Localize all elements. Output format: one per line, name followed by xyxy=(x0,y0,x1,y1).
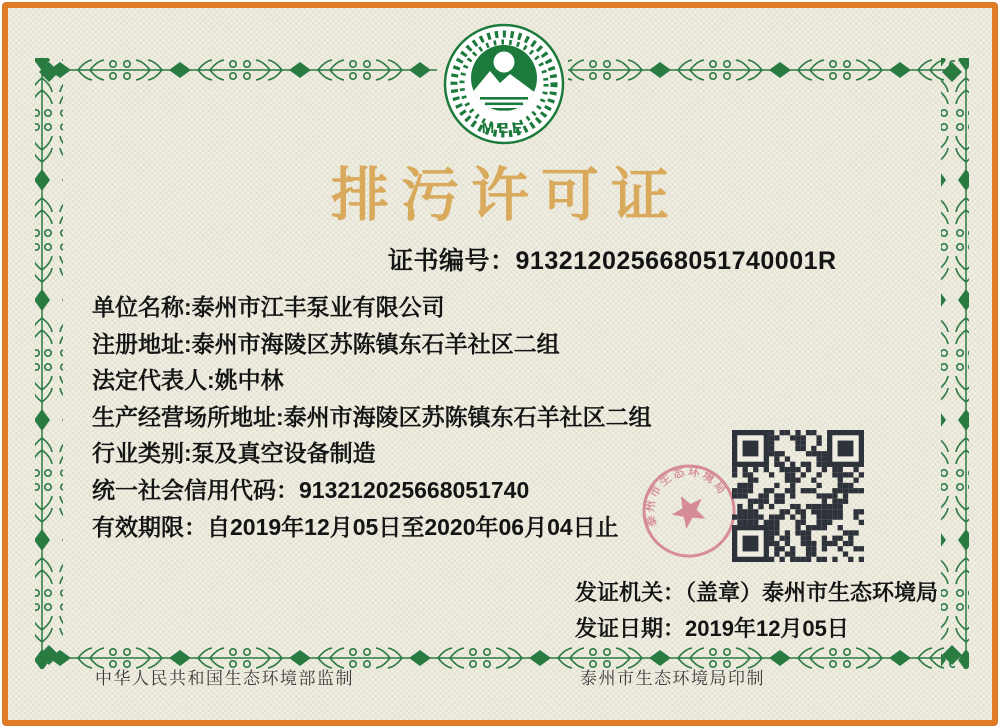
footer-supervisor: 中华人民共和国生态环境部监制 xyxy=(95,669,354,688)
qr-code xyxy=(732,428,864,564)
field-industry-category: 行业类别:泵及真空设备制造 xyxy=(92,440,376,467)
certificate-number-value: 913212025668051740001R xyxy=(515,247,837,275)
seal-text: 泰 州 市 生 态 环 境 局 xyxy=(644,466,728,529)
certificate-title: 排污许可证 xyxy=(330,163,681,228)
certificate-number-line xyxy=(388,241,837,277)
mee-logo-text: MEE xyxy=(481,120,527,137)
issuing-authority-line: 发证机关：（盖章）泰州市生态环境局 xyxy=(575,580,939,605)
issue-date-line: 发证日期：2019年12月05日 xyxy=(575,616,849,641)
field-company-name: 单位名称:泰州市江丰泵业有限公司 xyxy=(92,294,445,320)
field-credit-code: 统一社会信用代码：913212025668051740 xyxy=(92,476,530,503)
certificate-number-label: 证书编号： xyxy=(388,247,516,275)
field-legal-representative: 法定代表人:姚中林 xyxy=(92,367,284,394)
field-production-address: 生产经营场所地址:泰州市海陵区苏陈镇东石羊社区二组 xyxy=(92,403,652,430)
mee-logo-icon xyxy=(442,20,566,148)
field-validity-period: 有效期限：自2019年12月05日至2020年06月04日止 xyxy=(92,513,619,540)
certificate-fields xyxy=(92,289,652,545)
footer-printer: 泰州市生态环境局印制 xyxy=(580,669,765,688)
field-registered-address: 注册地址:泰州市海陵区苏陈镇东石羊社区二组 xyxy=(92,330,560,357)
official-seal xyxy=(638,458,740,564)
issue-block xyxy=(575,575,938,647)
